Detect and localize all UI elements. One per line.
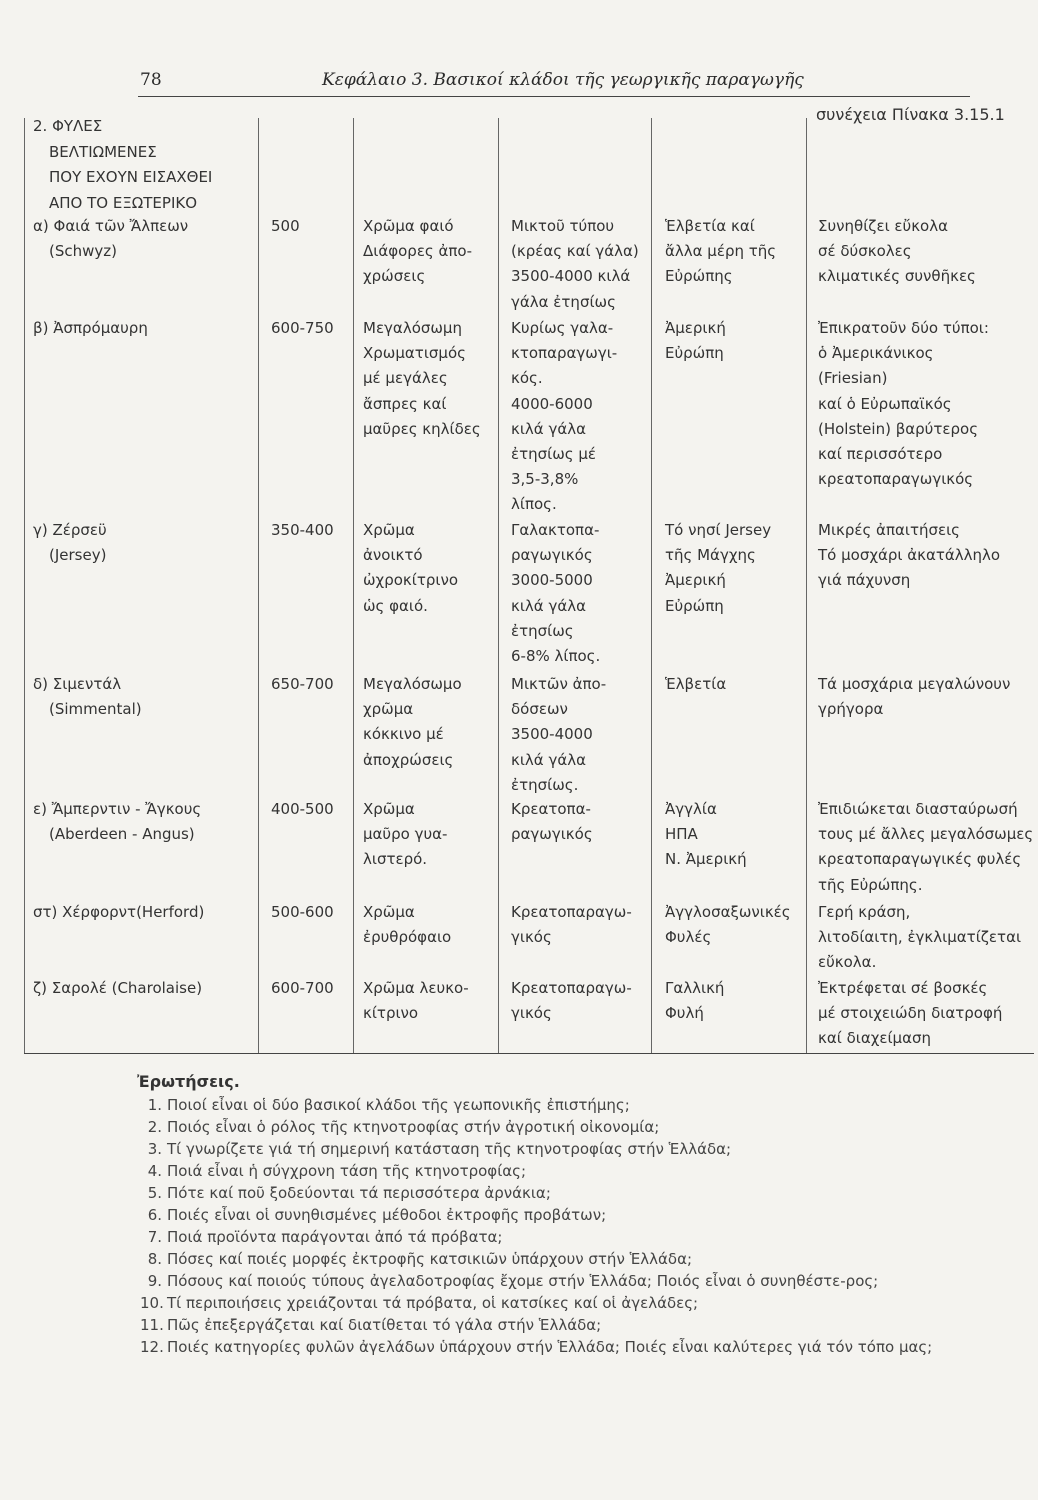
cell-line: δ) Σιμεντάλ — [33, 675, 122, 693]
cell-line: γρήγορα — [818, 700, 884, 719]
cell-line: ΠΟΥ ΕΧΟΥΝ ΕΙΣΑΧΘΕΙ — [49, 168, 213, 186]
question-number: 11. — [140, 1316, 164, 1334]
question-text: Πόσους καί ποιούς τύπους ἀγελαδοτροφίας ἔχομε στήν Ἑλλάδα; Ποιός εἶναι ὁ συνηθέστε-ρος; — [167, 1272, 879, 1290]
color-cell — [363, 976, 469, 1026]
questions-title: Ἐρωτήσεις. — [137, 1072, 240, 1091]
cell-line: κιλά γάλα — [511, 750, 586, 769]
cell-line: μέ στοιχειώδη διατροφή — [818, 1004, 1003, 1023]
origin-cell — [665, 316, 726, 366]
cell-line: μέ μεγάλες — [363, 369, 448, 388]
weight-cell — [271, 214, 300, 239]
cell-line: 2. ΦΥΛΕΣ — [33, 117, 103, 135]
cell-line: 3000-5000 — [511, 571, 593, 590]
question-item — [140, 1138, 1000, 1160]
question-number: 5. — [147, 1184, 162, 1202]
cell-line: ὠχροκίτρινο — [363, 571, 459, 590]
cell-line: καί περισσότερο — [818, 445, 943, 464]
question-text: Τί περιποιήσεις χρειάζονται τά πρόβατα, οἱ κατσίκες καί οἱ ἀγελάδες; — [167, 1294, 699, 1312]
cell-line: γικός — [511, 928, 552, 947]
cell-line: ἐτησίως. — [511, 775, 579, 794]
notes-cell — [818, 518, 1000, 594]
cell-line: Τό νησί Jersey — [665, 521, 772, 539]
cell-line: ε) Ἄμπερντιν - Ἄγκους — [33, 800, 202, 818]
cell-line: Εὐρώπη — [665, 596, 724, 615]
cell-line: καί ὁ Εὐρωπαϊκός — [818, 394, 952, 413]
cell-line: 350-400 — [271, 521, 334, 539]
cell-line: γικός — [511, 1004, 552, 1023]
question-text: Τί γνωρίζετε γιά τή σημερινή κατάσταση τῆς κτηνοτροφίας στήν Ἑλλάδα; — [167, 1140, 732, 1158]
cell-line: κόκκινο μέ — [363, 725, 444, 744]
production-cell — [511, 900, 632, 950]
cell-line: ἄσπρες καί — [363, 394, 447, 413]
cell-line: α) Φαιά τῶν Ἄλπεων — [33, 217, 189, 235]
chapter-title: Κεφάλαιο 3. Βασικοί κλάδοι τῆς γεωργικῆς παραγωγῆς — [322, 70, 804, 90]
cell-line: ἀποχρώσεις — [363, 750, 454, 769]
cell-line: Ἀμερική — [665, 571, 726, 590]
cell-line: γ) Ζέρσεϋ — [33, 521, 107, 539]
question-text: Ποιά εἶναι ἡ σύγχρονη τάση τῆς κτηνοτροφίας; — [167, 1162, 527, 1180]
cell-line: Εὐρώπη — [665, 344, 724, 363]
table-border-bottom — [24, 1053, 1034, 1054]
cell-line: Μικτοῦ τύπου — [511, 217, 615, 235]
cell-line: 6-8% λίπος. — [511, 647, 601, 666]
origin-cell — [665, 976, 724, 1026]
notes-cell — [818, 672, 1010, 722]
question-item — [140, 1270, 1000, 1292]
question-number: 8. — [147, 1250, 162, 1268]
question-number: 12. — [140, 1338, 164, 1356]
cell-line: κρεατοπαραγωγικές φυλές — [818, 850, 1022, 869]
cell-line: 600-700 — [271, 979, 334, 997]
question-item — [140, 1094, 1000, 1116]
cell-line: χρώσεις — [363, 267, 426, 286]
origin-cell — [665, 214, 776, 290]
cell-line: τῆς Μάγχης — [665, 546, 756, 565]
cell-line: Μεγαλόσωμο — [363, 675, 462, 693]
origin-cell — [665, 797, 747, 873]
cell-line: Ἑλβετία — [665, 675, 727, 693]
table-continuation-label: συνέχεια Πίνακα 3.15.1 — [816, 105, 1005, 124]
question-text: Πότε καί ποῦ ξοδεύονται τά περισσότερα ἀρνάκια; — [167, 1184, 551, 1202]
cell-line: Ἀμερική — [665, 319, 726, 337]
cell-line: (Aberdeen - Angus) — [49, 825, 195, 844]
breed-cell — [33, 976, 202, 1001]
cell-line: Ἑλβετία καί — [665, 217, 755, 235]
notes-cell — [818, 797, 1033, 898]
weight-cell — [271, 316, 334, 341]
origin-cell — [665, 900, 791, 950]
cell-line: Φυλές — [665, 928, 712, 947]
question-number: 1. — [147, 1096, 162, 1114]
questions-list — [140, 1094, 1000, 1358]
cell-line: στ) Χέρφορντ(Herford) — [33, 903, 205, 921]
column-divider — [353, 118, 354, 1054]
header-rule — [138, 96, 970, 97]
cell-line: Ἀγγλία — [665, 800, 717, 818]
production-cell — [511, 672, 606, 798]
cell-line: τους μέ ἄλλες μεγαλόσωμες — [818, 825, 1034, 844]
cell-line: Γαλακτοπα- — [511, 521, 600, 539]
question-item — [140, 1292, 1000, 1314]
question-item — [140, 1182, 1000, 1204]
cell-line: λίπος. — [511, 495, 557, 514]
cell-line: Μεγαλόσωμη — [363, 319, 462, 337]
weight-cell — [271, 672, 334, 697]
question-item — [140, 1160, 1000, 1182]
question-item — [140, 1226, 1000, 1248]
cell-line: Ἐπικρατοῦν δύο τύποι: — [818, 319, 989, 337]
notes-cell — [818, 214, 976, 290]
breed-cell — [33, 518, 107, 568]
cell-line: λιστερό. — [363, 850, 428, 869]
cell-line: Ἐπιδιώκεται διασταύρωσή — [818, 800, 1018, 818]
cell-line: 600-750 — [271, 319, 334, 337]
cell-line: Γαλλική — [665, 979, 725, 997]
origin-cell — [665, 672, 726, 697]
cell-line: ἐτησίως — [511, 621, 574, 640]
cell-line: δόσεων — [511, 700, 568, 719]
column-divider — [651, 118, 652, 1054]
cell-line: Εὐρώπης — [665, 267, 733, 286]
cell-line: (Schwyz) — [49, 242, 117, 261]
cell-line: Ν. Ἀμερική — [665, 850, 747, 869]
question-text: Ποιές εἶναι οἱ συνηθισμένες μέθοδοι ἐκτροφῆς προβάτων; — [167, 1206, 607, 1224]
cell-line: εὔκολα. — [818, 953, 877, 972]
question-item — [140, 1204, 1000, 1226]
cell-line: ὡς φαιό. — [363, 596, 428, 615]
cell-line: Κρεατοπαραγω- — [511, 903, 632, 921]
cell-line: ἀνοικτό — [363, 546, 423, 565]
question-text: Ποιός εἶναι ὁ ρόλος τῆς κτηνοτροφίας στήν ἀγροτική οἰκονομία; — [167, 1118, 660, 1136]
cell-line: μαῦρο γυα- — [363, 825, 448, 844]
page-number: 78 — [140, 70, 162, 90]
cell-line: λιτοδίαιτη, ἐγκλιματίζεται — [818, 928, 1022, 947]
cell-line: Διάφορες ἀπο- — [363, 242, 473, 261]
cell-line: ΒΕΛΤΙΩΜΕΝΕΣ — [49, 142, 157, 161]
cell-line: γάλα ἐτησίως — [511, 292, 616, 311]
cell-line: 4000-6000 — [511, 394, 593, 413]
cell-line: 400-500 — [271, 800, 334, 818]
breed-cell — [33, 797, 201, 847]
breed-cell — [33, 214, 188, 264]
cell-line: (Friesian) — [818, 369, 888, 388]
page-header — [140, 70, 970, 96]
cell-line: 3500-4000 κιλά — [511, 267, 631, 286]
breed-cell — [33, 316, 148, 341]
question-text: Ποιοί εἶναι οἱ δύο βασικοί κλάδοι τῆς γεωπονικῆς ἐπιστήμης; — [167, 1096, 630, 1114]
question-item — [140, 1336, 1000, 1358]
color-cell — [363, 672, 462, 773]
cell-line: χρῶμα — [363, 700, 414, 719]
cell-line: Κρεατοπα- — [511, 800, 591, 818]
cell-line: Ἐκτρέφεται σέ βοσκές — [818, 979, 988, 997]
notes-cell — [818, 316, 989, 492]
question-text: Πῶς ἐπεξεργάζεται καί διατίθεται τό γάλα στήν Ἑλλάδα; — [167, 1316, 602, 1334]
color-cell — [363, 316, 481, 442]
cell-line: Χρῶμα — [363, 800, 415, 818]
cell-line: Τό μοσχάρι ἀκατάλληλο — [818, 546, 1001, 565]
question-text: Πόσες καί ποιές μορφές ἐκτροφῆς κατσικιῶν ὑπάρχουν στήν Ἑλλάδα; — [167, 1250, 693, 1268]
cell-line: ζ) Σαρολέ (Charolaise) — [33, 979, 203, 997]
breed-cell — [33, 900, 204, 925]
question-number: 10. — [140, 1294, 164, 1312]
cell-line: Συνηθίζει εὔκολα — [818, 217, 948, 235]
cell-line: ΗΠΑ — [665, 825, 698, 844]
color-cell — [363, 214, 472, 290]
production-cell — [511, 316, 617, 518]
cell-line: ραγωγικός — [511, 825, 593, 844]
cell-line: ραγωγικός — [511, 546, 593, 565]
cell-line: 650-700 — [271, 675, 334, 693]
color-cell — [363, 518, 458, 619]
cell-line: κτοπαραγωγι- — [511, 344, 618, 363]
cell-line: Φυλή — [665, 1004, 704, 1023]
weight-cell — [271, 797, 334, 822]
question-item — [140, 1314, 1000, 1336]
question-item — [140, 1248, 1000, 1270]
question-number: 2. — [147, 1118, 162, 1136]
question-text: Ποιές κατηγορίες φυλῶν ἀγελάδων ὑπάρχουν στήν Ἑλλάδα; Ποιές εἶναι καλύτερες γιά τόν τόπο μας; — [167, 1338, 933, 1356]
weight-cell — [271, 900, 334, 925]
cell-line: κλιματικές συνθῆκες — [818, 267, 976, 286]
cell-line: καί διαχείμαση — [818, 1029, 932, 1048]
cell-line: κίτρινο — [363, 1004, 419, 1023]
cell-line: Χρῶμα φαιό — [363, 217, 454, 235]
cell-line: Χρῶμα λευκο- — [363, 979, 469, 997]
section-heading — [33, 114, 212, 216]
cell-line: ΑΠΟ ΤΟ ΕΞΩΤΕΡΙΚΟ — [49, 193, 198, 212]
production-cell — [511, 976, 632, 1026]
notes-cell — [818, 900, 1021, 976]
cell-line: (κρέας καί γάλα) — [511, 242, 639, 261]
column-divider — [258, 118, 259, 1054]
cell-line: μαῦρες κηλίδες — [363, 419, 481, 438]
cell-line: κρεατοπαραγωγικός — [818, 470, 974, 489]
cell-line: Μικτῶν ἀπο- — [511, 675, 607, 693]
cell-line: Ἀγγλοσαξωνικές — [665, 903, 791, 921]
cell-line: γιά πάχυνση — [818, 571, 911, 590]
cell-line: ἐτησίως μέ — [511, 445, 597, 464]
table-border-left — [24, 118, 25, 1054]
question-number: 9. — [147, 1272, 162, 1290]
cell-line: ἄλλα μέρη τῆς — [665, 242, 777, 261]
cell-line: Γερή κράση, — [818, 903, 911, 921]
question-item — [140, 1116, 1000, 1138]
cell-line: (Holstein) βαρύτερος — [818, 419, 978, 438]
question-number: 4. — [147, 1162, 162, 1180]
question-text: Ποιά προϊόντα παράγονται ἀπό τά πρόβατα; — [167, 1228, 503, 1246]
color-cell — [363, 797, 447, 873]
column-divider — [806, 118, 807, 1054]
cell-line: Χρῶμα — [363, 521, 415, 539]
cell-line: Κρεατοπαραγω- — [511, 979, 632, 997]
cell-line: σέ δύσκολες — [818, 242, 912, 261]
origin-cell — [665, 518, 771, 619]
cell-line: Χρῶμα — [363, 903, 415, 921]
cell-line: (Jersey) — [49, 546, 107, 565]
cell-line: Χρωματισμός — [363, 344, 466, 363]
cell-line: β) Ἀσπρόμαυρη — [33, 319, 148, 337]
cell-line: 500 — [271, 217, 300, 235]
cell-line: κιλά γάλα — [511, 596, 586, 615]
column-divider — [498, 118, 499, 1054]
cell-line: Τά μοσχάρια μεγαλώνουν — [818, 675, 1011, 693]
cell-line: ἐρυθρόφαιο — [363, 928, 452, 947]
cell-line: τῆς Εὐρώπης. — [818, 875, 923, 894]
cell-line: κός. — [511, 369, 543, 388]
cell-line: 3,5-3,8% — [511, 470, 579, 489]
question-number: 7. — [147, 1228, 162, 1246]
notes-cell — [818, 976, 1002, 1052]
question-number: 3. — [147, 1140, 162, 1158]
weight-cell — [271, 976, 334, 1001]
cell-line: Μικρές ἀπαιτήσεις — [818, 521, 960, 539]
cell-line: 3500-4000 — [511, 725, 593, 744]
cell-line: Κυρίως γαλα- — [511, 319, 614, 337]
cell-line: (Simmental) — [49, 700, 142, 719]
question-number: 6. — [147, 1206, 162, 1224]
color-cell — [363, 900, 451, 950]
cell-line: ὁ Ἀμερικάνικος — [818, 344, 934, 363]
production-cell — [511, 518, 600, 669]
breed-cell — [33, 672, 142, 722]
cell-line: 500-600 — [271, 903, 334, 921]
cell-line: κιλά γάλα — [511, 419, 586, 438]
production-cell — [511, 797, 593, 847]
production-cell — [511, 214, 639, 315]
weight-cell — [271, 518, 334, 543]
